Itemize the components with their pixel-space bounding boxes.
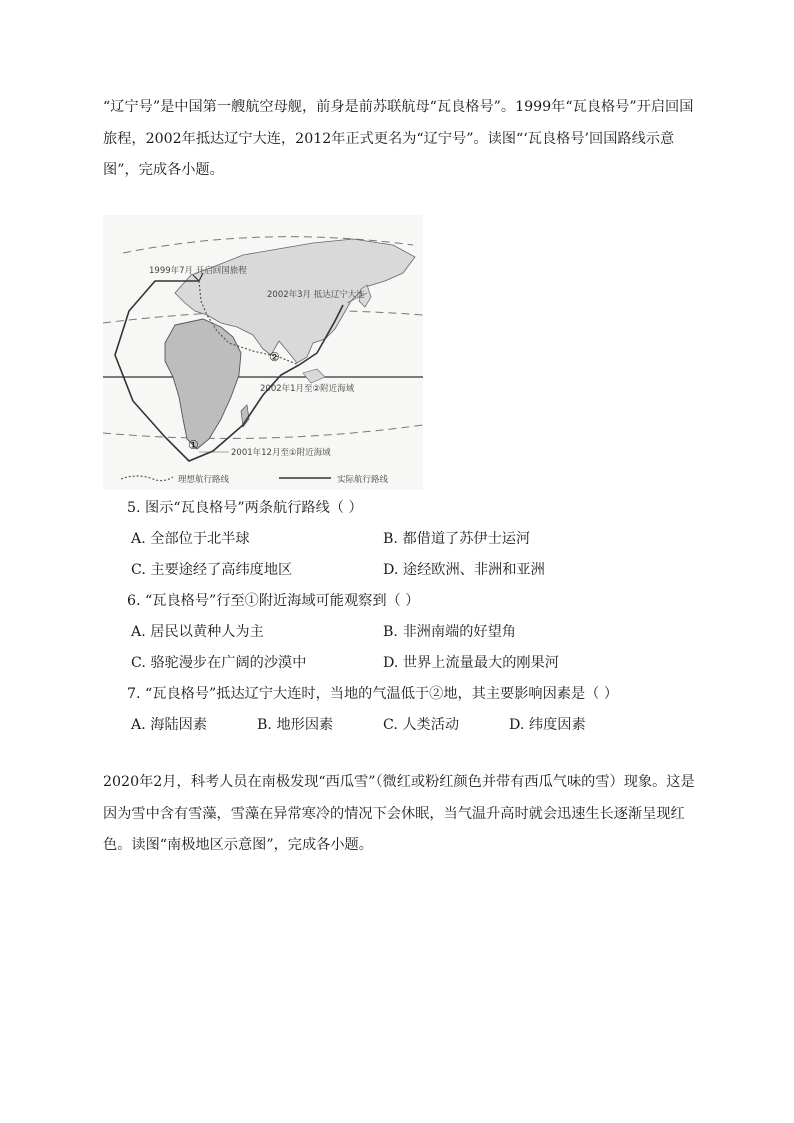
question-7-option-a[interactable]: A. 海陆因素 bbox=[131, 717, 208, 733]
question-5-option-b[interactable]: B. 都借道了苏伊士运河 bbox=[383, 531, 531, 547]
question-7-option-d[interactable]: D. 纬度因素 bbox=[509, 717, 586, 733]
label-dalian-2002: 2002年3月 抵达辽宁大连 bbox=[267, 290, 365, 300]
question-7-option-c[interactable]: C. 人类活动 bbox=[383, 717, 460, 733]
question-5-option-d[interactable]: D. 途经欧洲、非洲和亚洲 bbox=[383, 562, 545, 578]
route-map-svg bbox=[103, 215, 423, 490]
question-7-stem: 7. “瓦良格号”抵达辽宁大连时，当地的气温低于②地，其主要影响因素是（ ） bbox=[127, 686, 619, 702]
question-6-option-a[interactable]: A. 居民以黄种人为主 bbox=[131, 624, 264, 640]
legend-actual-label: 实际航行路线 bbox=[337, 475, 389, 485]
marker-point-2: ② bbox=[269, 350, 280, 364]
question-6-option-b[interactable]: B. 非洲南端的好望角 bbox=[383, 624, 516, 640]
label-point1-2001: 2001年12月至①附近海域 bbox=[231, 448, 331, 458]
question-5-stem: 5. 图示“瓦良格号”两条航行路线（ ） bbox=[127, 500, 363, 516]
question-6-option-c[interactable]: C. 骆驼漫步在广阔的沙漠中 bbox=[131, 655, 307, 671]
question-7-option-b[interactable]: B. 地形因素 bbox=[257, 717, 334, 733]
legend-ideal-label: 理想航行路线 bbox=[178, 475, 230, 485]
marker-point-1: ① bbox=[188, 438, 199, 452]
intro-paragraph-antarctica: 2020年2月，科考人员在南极发现“西瓜雪”（微红或粉红颜色并带有西瓜气味的雪）现象。这是因为雪中含有雪藻，雪藻在异常寒冷的情况下会休眠，当气温升高时就会迅速生长逐渐呈现红色。读图“南极地区示意图”，完成各小题。 bbox=[103, 774, 695, 853]
varyag-route-map bbox=[103, 215, 423, 490]
intro-paragraph-liaoning: “辽宁号”是中国第一艘航空母舰，前身是前苏联航母“瓦良格号”。1999年“瓦良格号”开启回国旅程，2002年抵达辽宁大连，2012年正式更名为“辽宁号”。读图“‘瓦良格号’回国路线示意图”，完成各小题。 bbox=[103, 99, 694, 178]
label-start-1999: 1999年7月 开启回国旅程 bbox=[149, 266, 247, 276]
label-point2-2002: 2002年1月至②附近海域 bbox=[260, 384, 355, 394]
question-6-stem: 6. “瓦良格号”行至①附近海域可能观察到（ ） bbox=[127, 593, 420, 609]
question-5-option-a[interactable]: A. 全部位于北半球 bbox=[131, 531, 250, 547]
question-6-option-d[interactable]: D. 世界上流量最大的刚果河 bbox=[383, 655, 559, 671]
question-5-option-c[interactable]: C. 主要途经了高纬度地区 bbox=[131, 562, 293, 578]
